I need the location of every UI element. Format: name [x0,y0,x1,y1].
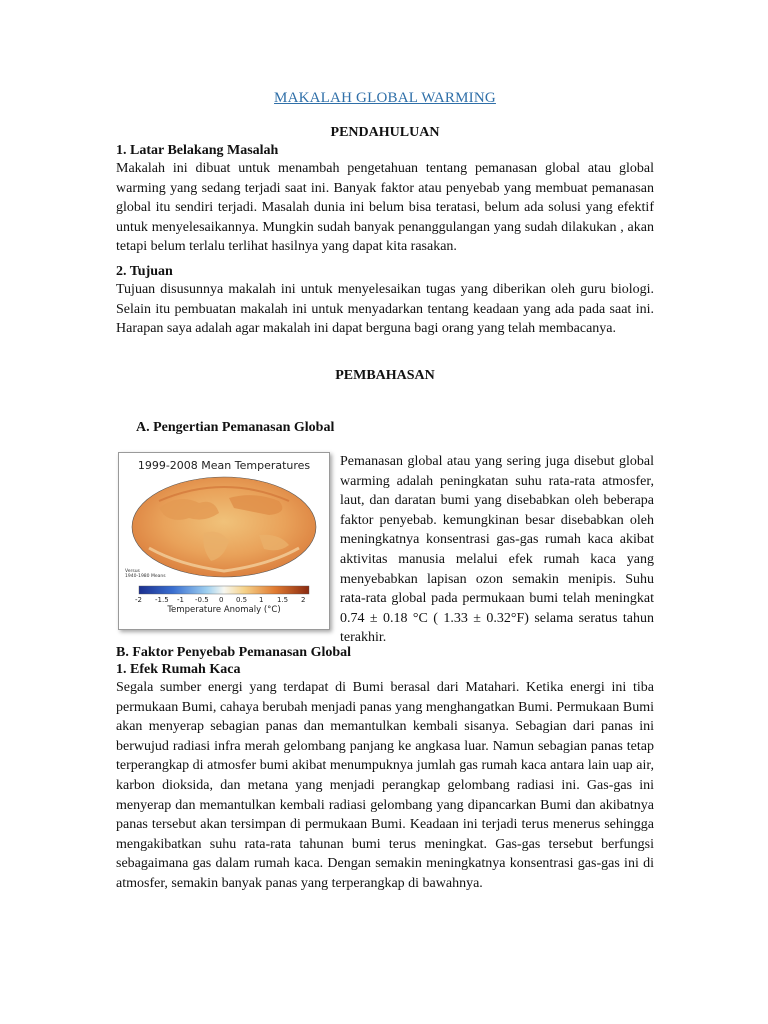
heading-pendahuluan: PENDAHULUAN [330,125,440,140]
colorbar-tick: 2 [301,596,306,604]
heading-tujuan: 2. Tujuan [116,264,173,279]
paragraph-efek-rumah-kaca: Segala sumber energi yang terdapat di Bumi berasal dari Matahari. Ketika energi ini tiba permukaan Bumi, cahaya berubah menjadi panas yang menghangatkan Bumi. Permukaan Bumi akan menyerap sebagian panas dan memantulkan kembali sisanya. Sebagian dari panas ini berwujud radiasi infra merah gelombang panjang ke angkasa luar. Namun sebagian panas tetap terperangkap di atmosfer bumi akibat menumpuknya jumlah gas rumah kaca antara lain uap air, karbon dioksida, dan metana yang menjadi perangkap gelombang radiasi ini. Gas-gas ini menyerap dan memantulkan kembali radiasi gelombang yang dipancarkan Bumi dan akibatnya panas tersebut akan tersimpan di permukaan Bumi. Keadaan ini terjadi terus menerus sehingga mengakibatkan suhu rata-rata tahunan bumi terus meningkat. Gas-gas tersebut berfungsi sebagaimana gas dalam rumah kaca. Dengan semakin meningkatnya konsentrasi gas-gas ini di atmosfer, semakin banyak panas yang terperangkap di bawahnya. [116,680,654,891]
colorbar-tick: -0.5 [195,596,209,604]
temperature-map-figure [118,452,330,630]
heading-section-b: B. Faktor Penyebab Pemanasan Global [116,645,352,660]
paragraph-pengertian: Pemanasan global atau yang sering juga disebut global warming adalah peningkatan suhu rata-rata atmosfer, laut, dan daratan bumi yang disebabkan oleh beberapa faktor penyebab. kemungkinan besar disebabkan oleh meningkatnya konsentrasi gas-gas rumah kaca akibat aktivitas manusia melalui efek rumah kaca yang menyebabkan lapisan ozon semakin menipis. Suhu rata-rata global pada permukaan bumi telah meningkat 0.74 ± 0.18 °C ( 1.33 ± 0.32°F) selama seratus tahun terakhir. [340,454,654,646]
paragraph-latar-belakang: Makalah ini dibuat untuk menambah pengetahuan tentang pemanasan global atau global warming yang sedang terjadi saat ini. Banyak faktor atau penyebab yang membuat pemanasan global itu sendiri terjadi. Masalah dunia ini belum bisa teratasi, belum ada solusi yang efektif untuk menyelesaikannya. Mungkin sudah banyak penanggulangan yang sudah dilakukan , akan tetapi belum terlalu terlihat hasilnya yang dapat kita rasakan. [116,161,654,255]
heading-pembahasan: PEMBAHASAN [335,368,435,383]
figure-note-versus: Versus [125,569,140,574]
paragraph-tujuan: Tujuan disusunnya makalah ini untuk menyelesaikan tugas yang diberikan oleh guru biologi. Selain itu pembuatan makalah ini untuk menyadarkan tentang keadaan yang ada pada saat ini. Harapan saya adalah agar makalah ini dapat berguna bagi orang yang telah membacanya. [116,282,654,337]
heading-latar-belakang: 1. Latar Belakang Masalah [116,143,279,158]
figure-title: 1999-2008 Mean Temperatures [137,459,311,472]
colorbar-tick: 1.5 [277,596,289,604]
colorbar-tick: -1.5 [155,596,169,604]
colorbar-title: Temperature Anomaly (°C) [167,605,281,615]
colorbar-tick: -2 [135,596,142,604]
heading-efek-rumah-kaca: 1. Efek Rumah Kaca [116,662,241,677]
colorbar-tick: 0 [219,596,224,604]
heading-section-a: A. Pengertian Pemanasan Global [136,420,335,435]
colorbar-tick: 1 [259,596,264,604]
world-map-graphic [119,453,329,629]
figure-note-baseline: 1940-1980 Means [125,574,166,579]
document-title: MAKALAH GLOBAL WARMING [274,90,496,106]
colorbar-tick: 0.5 [236,596,248,604]
colorbar-tick: -1 [177,596,184,604]
